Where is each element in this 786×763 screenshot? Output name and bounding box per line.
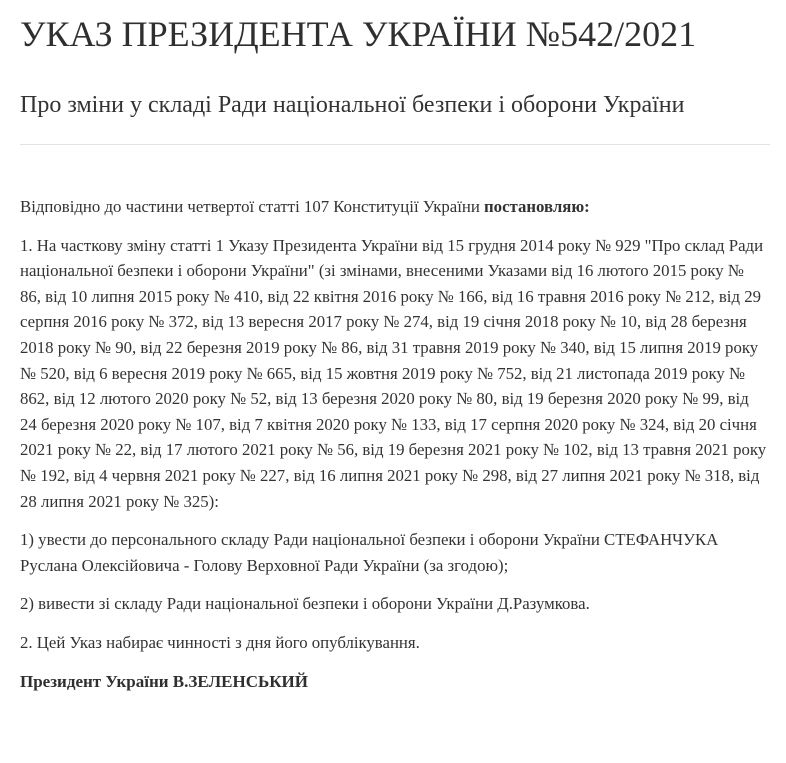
divider (20, 144, 770, 145)
page-title: УКАЗ ПРЕЗИДЕНТА УКРАЇНИ №542/2021 (20, 14, 697, 54)
intro-text: Відповідно до частини четвертої статті 107 Конституції України (20, 197, 485, 216)
signature: Президент України В.ЗЕЛЕНСЬКИЙ (20, 671, 308, 691)
intro-bold: постановляю: (484, 197, 590, 216)
decree-body (20, 194, 768, 695)
decree-subtitle: Про зміни у складі Ради національної безпеки і оборони України (20, 92, 685, 118)
item-1-subitem-1: 1) увести до персонального складу Ради національної безпеки і оборони України СТЕФАНЧУКА Руслана Олексійовича - Голову Верховної Ради України (за згодою); (20, 530, 719, 575)
item-2: 2. Цей Указ набирає чинності з дня його опублікування. (20, 632, 420, 652)
item-1-subitem-2: 2) вивести зі складу Ради національної безпеки і оборони України Д.Разумкова. (20, 594, 590, 614)
item-1: 1. На часткову зміну статті 1 Указу Президента України від 15 грудня 2014 року № 929 "Про склад Ради національної безпеки і оборони України" (зі змінами, внесеними Указами від 16 лютого 2015 року № 86, від 10 липня 2015 року № 410, від 22 квітня 2016 року № 166, від 16 травня 2016 року № 212, від 29 серпня 2016 року № 372, від 13 вересня 2017 року № 274, від 19 січня 2018 року № 10, від 28 березня 2018 року № 90, від 22 березня 2019 року № 86, від 31 травня 2019 року № 340, від 15 липня 2019 року № 520, від 6 вересня 2019 року № 665, від 15 жовтня 2019 року № 752, від 21 листопада 2019 року № 862, від 12 лютого 2020 року № 52, від 13 березня 2020 року № 80, від 19 березня 2020 року № 99, від 24 березня 2020 року № 107, від 7 квітня 2020 року № 133, від 17 серпня 2020 року № 324, від 20 січня 2021 року № 22, від 17 лютого 2021 року № 56, від 19 березня 2021 року № 102, від 13 травня 2021 року № 192, від 4 червня 2021 року № 227, від 16 липня 2021 року № 298, від 27 липня 2021 року № 318, від 28 липня 2021 року № 325): (20, 235, 767, 511)
decree-page (20, 0, 780, 708)
intro-paragraph (20, 194, 768, 220)
